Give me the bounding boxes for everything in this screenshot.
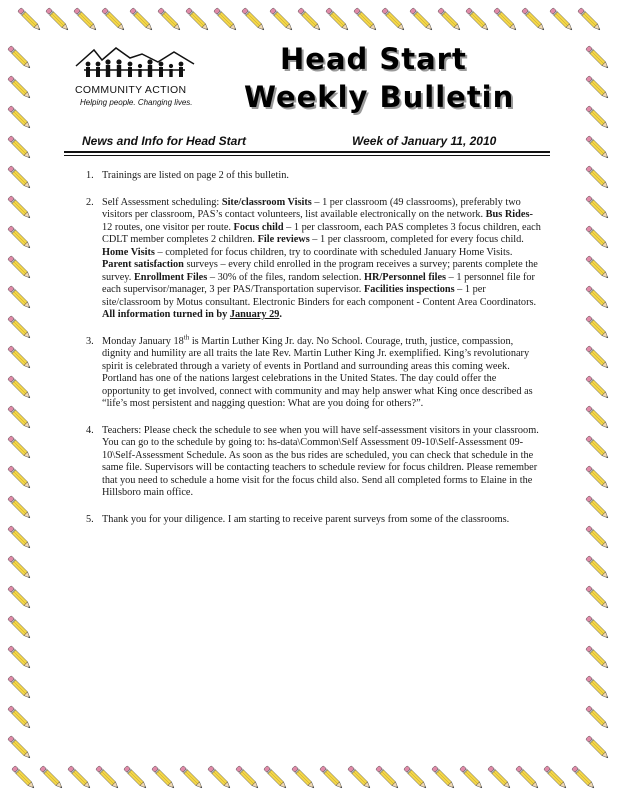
pencil-icon <box>8 496 32 520</box>
pencil-icon <box>96 766 120 790</box>
bulletin-item <box>74 425 544 500</box>
pencil-icon <box>438 8 462 32</box>
item-text <box>102 333 544 411</box>
item-text-segment: 12 routes, one visitor per route. <box>102 221 234 233</box>
pencil-icon <box>208 766 232 790</box>
pencil-icon <box>460 766 484 790</box>
pencil-icon <box>214 8 238 32</box>
pencil-icon <box>180 766 204 790</box>
item-text-bold: HR/Personnel files <box>363 271 447 283</box>
pencil-icon <box>376 766 400 790</box>
pencil-icon <box>586 316 610 340</box>
pencil-icon <box>8 556 32 580</box>
pencil-icon <box>8 136 32 160</box>
pencil-icon <box>8 586 32 610</box>
pencil-icon <box>8 736 32 760</box>
item-text-segment: – 1 per classroom (49 classrooms), preferably two visitors per classroom, PAS’s contact volunteers, list available electronically on the network. <box>102 196 521 220</box>
pencil-icon <box>8 226 32 250</box>
logo-name: COMMUNITY ACTION <box>75 84 187 96</box>
pencil-icon <box>236 766 260 790</box>
item-text-segment: – 1 per site/classroom by Motus consultant. Electronic Binders for each component - Content Area Coordinators. <box>102 284 537 308</box>
pencil-icon <box>516 766 540 790</box>
pencil-icon <box>586 346 610 370</box>
item-number: 1. <box>86 170 94 181</box>
pencil-icon <box>152 766 176 790</box>
bulletin-item <box>74 333 544 411</box>
bulletin-item <box>74 197 544 322</box>
item-number: 4. <box>86 424 94 436</box>
pencil-icon <box>8 46 32 70</box>
pencil-icon <box>8 436 32 460</box>
pencil-icon <box>8 166 32 190</box>
item-text-segment: surveys – every child enrolled in the program receives a survey; parents complete the survey. <box>102 259 538 283</box>
header-rule-thin <box>64 155 550 156</box>
pencil-icon <box>186 8 210 32</box>
pencil-icon <box>264 766 288 790</box>
pencil-icon <box>586 256 610 280</box>
pencil-icon <box>8 676 32 700</box>
pencil-icon <box>572 766 596 790</box>
item-text-bold: Focus child <box>233 221 284 233</box>
pencil-icon <box>242 8 266 32</box>
pencil-icon <box>586 646 610 670</box>
deadline-date: January 29 <box>229 309 280 320</box>
pencil-icon <box>586 46 610 70</box>
item-text: Thank you for your diligence. I am starting to receive parent surveys from some of the classrooms. <box>102 513 510 525</box>
pencil-icon <box>586 76 610 100</box>
pencil-icon <box>586 526 610 550</box>
item-text <box>102 197 544 322</box>
pencil-icon <box>494 8 518 32</box>
pencil-icon <box>348 766 372 790</box>
pencil-icon <box>130 8 154 32</box>
pencil-icon <box>586 226 610 250</box>
item-text-bold: Site/classroom Visits <box>221 196 312 208</box>
pencil-icon <box>102 8 126 32</box>
item-text-segment: – 1 per classroom, each PAS completes 3 focus children, each CDLT member completes 2 children. <box>102 221 541 245</box>
pencil-icon <box>586 106 610 130</box>
pencil-icon <box>298 8 322 32</box>
pencil-icon <box>8 406 32 430</box>
pencil-icon <box>586 706 610 730</box>
pencil-icon <box>586 616 610 640</box>
people-holding-hands-icon <box>72 44 202 84</box>
item-text-segment: is Martin Luther King Jr. day. No School. Courage, truth, justice, compassion, dignity and humility are all traits the late Rev. Martin Luther King Jr. exemplified. King’s revolutionary spirit is celebrated through a variety of events in Portland and surrounding areas this coming week. Portland has one of the nations largest celebrations in the United States. The day could offer the opportunity to get involved, connect with community and may help answer what King once described as “life’s most persistent and nagging question: What are you doing for others?”. <box>102 335 533 409</box>
pencil-icon <box>8 286 32 310</box>
pencil-icon <box>466 8 490 32</box>
pencil-icon <box>404 766 428 790</box>
pencil-icon <box>40 766 64 790</box>
item-text: Trainings are listed on page 2 of this bulletin. <box>102 170 289 181</box>
pencil-icon <box>586 586 610 610</box>
pencil-icon <box>8 526 32 550</box>
pencil-icon <box>586 196 610 220</box>
pencil-icon <box>586 436 610 460</box>
pencil-icon <box>354 8 378 32</box>
item-text-bold: File reviews <box>257 234 310 245</box>
pencil-icon <box>12 766 36 790</box>
pencil-icon <box>586 136 610 160</box>
pencil-icon <box>8 376 32 400</box>
community-action-logo <box>72 44 202 114</box>
pencil-icon <box>8 196 32 220</box>
item-text-bold: Home Visits <box>102 246 155 258</box>
item-number: 2. <box>86 196 94 208</box>
pencil-icon <box>8 466 32 490</box>
header-rule <box>64 151 550 153</box>
item-text-segment: Self Assessment scheduling: <box>102 196 222 208</box>
pencil-icon <box>8 106 32 130</box>
pencil-icon <box>382 8 406 32</box>
subheader-left: News and Info for Head Start <box>82 134 247 148</box>
bulletin-item <box>74 170 544 183</box>
pencil-icon <box>522 8 546 32</box>
pencil-icon <box>8 706 32 730</box>
pencil-icon <box>8 316 32 340</box>
item-text-bold: Bus Rides- <box>485 209 533 220</box>
pencil-icon <box>586 496 610 520</box>
pencil-icon <box>158 8 182 32</box>
pencil-icon <box>544 766 568 790</box>
item-text-segment: – 1 personnel file for each supervisor/manager, 3 per PAS/Transportation supervisor. <box>102 271 535 295</box>
pencil-icon <box>586 166 610 190</box>
pencil-icon <box>586 676 610 700</box>
pencil-icon <box>320 766 344 790</box>
pencil-icon <box>74 8 98 32</box>
pencil-icon <box>586 556 610 580</box>
pencil-icon <box>270 8 294 32</box>
pencil-icon <box>8 256 32 280</box>
item-text-bold: . <box>279 309 282 320</box>
item-text-bold: Enrollment Files <box>133 271 208 283</box>
pencil-icon <box>586 286 610 310</box>
title-line-1: Head Start <box>280 42 467 76</box>
pencil-icon <box>432 766 456 790</box>
pencil-icon <box>410 8 434 32</box>
item-text-segment: – completed for focus children, try to coordinate with scheduled January Home Visits. <box>154 246 513 258</box>
item-text-segment: Monday January 18 <box>102 335 184 347</box>
pencil-icon <box>488 766 512 790</box>
pencil-icon <box>8 76 32 100</box>
title-line-2: Weekly Bulletin <box>244 80 515 114</box>
pencil-icon <box>8 616 32 640</box>
pencil-icon <box>586 376 610 400</box>
item-text-segment: – 30% of the files, random selection. <box>207 271 364 283</box>
item-text-bold: All information turned in by <box>102 309 230 320</box>
pencil-icon <box>68 766 92 790</box>
pencil-icon <box>8 646 32 670</box>
subheader-right: Week of January 11, 2010 <box>352 134 497 148</box>
pencil-icon <box>326 8 350 32</box>
pencil-icon <box>18 8 42 32</box>
pencil-icon <box>586 466 610 490</box>
pencil-icon <box>578 8 602 32</box>
bulletin-item <box>74 514 544 527</box>
item-text: Teachers: Please check the schedule to see when you will have self-assessment visitors in your classroom. You can go to the schedule by going to: hs-data\Common\Self Assessment 09-10\Self-Assessment 09-10\Self-Assessment Schedule. As soon as the bus rides are scheduled, you can check that schedule in the same file. Supervisors will be contacting teachers to schedule review for focus children. Please remember that you need to schedule a home visit for the focus child also. Send all completed forms to Elaine in the Hillsboro main office. <box>102 424 539 498</box>
pencil-icon <box>46 8 70 32</box>
item-text-bold: Facilities inspections <box>363 284 455 295</box>
bulletin-list <box>74 170 544 540</box>
pencil-icon <box>8 346 32 370</box>
pencil-icon <box>586 406 610 430</box>
pencil-icon <box>550 8 574 32</box>
pencil-icon <box>292 766 316 790</box>
item-number: 5. <box>86 513 94 525</box>
item-text-segment: – 1 per classroom, completed for every focus child. <box>309 234 524 245</box>
item-text-bold: Parent satisfaction <box>102 259 184 270</box>
logo-tagline: Helping people. Changing lives. <box>80 98 193 107</box>
pencil-icon <box>586 736 610 760</box>
pencil-icon <box>124 766 148 790</box>
ordinal-suffix: th <box>183 333 190 342</box>
item-number: 3. <box>86 335 94 347</box>
